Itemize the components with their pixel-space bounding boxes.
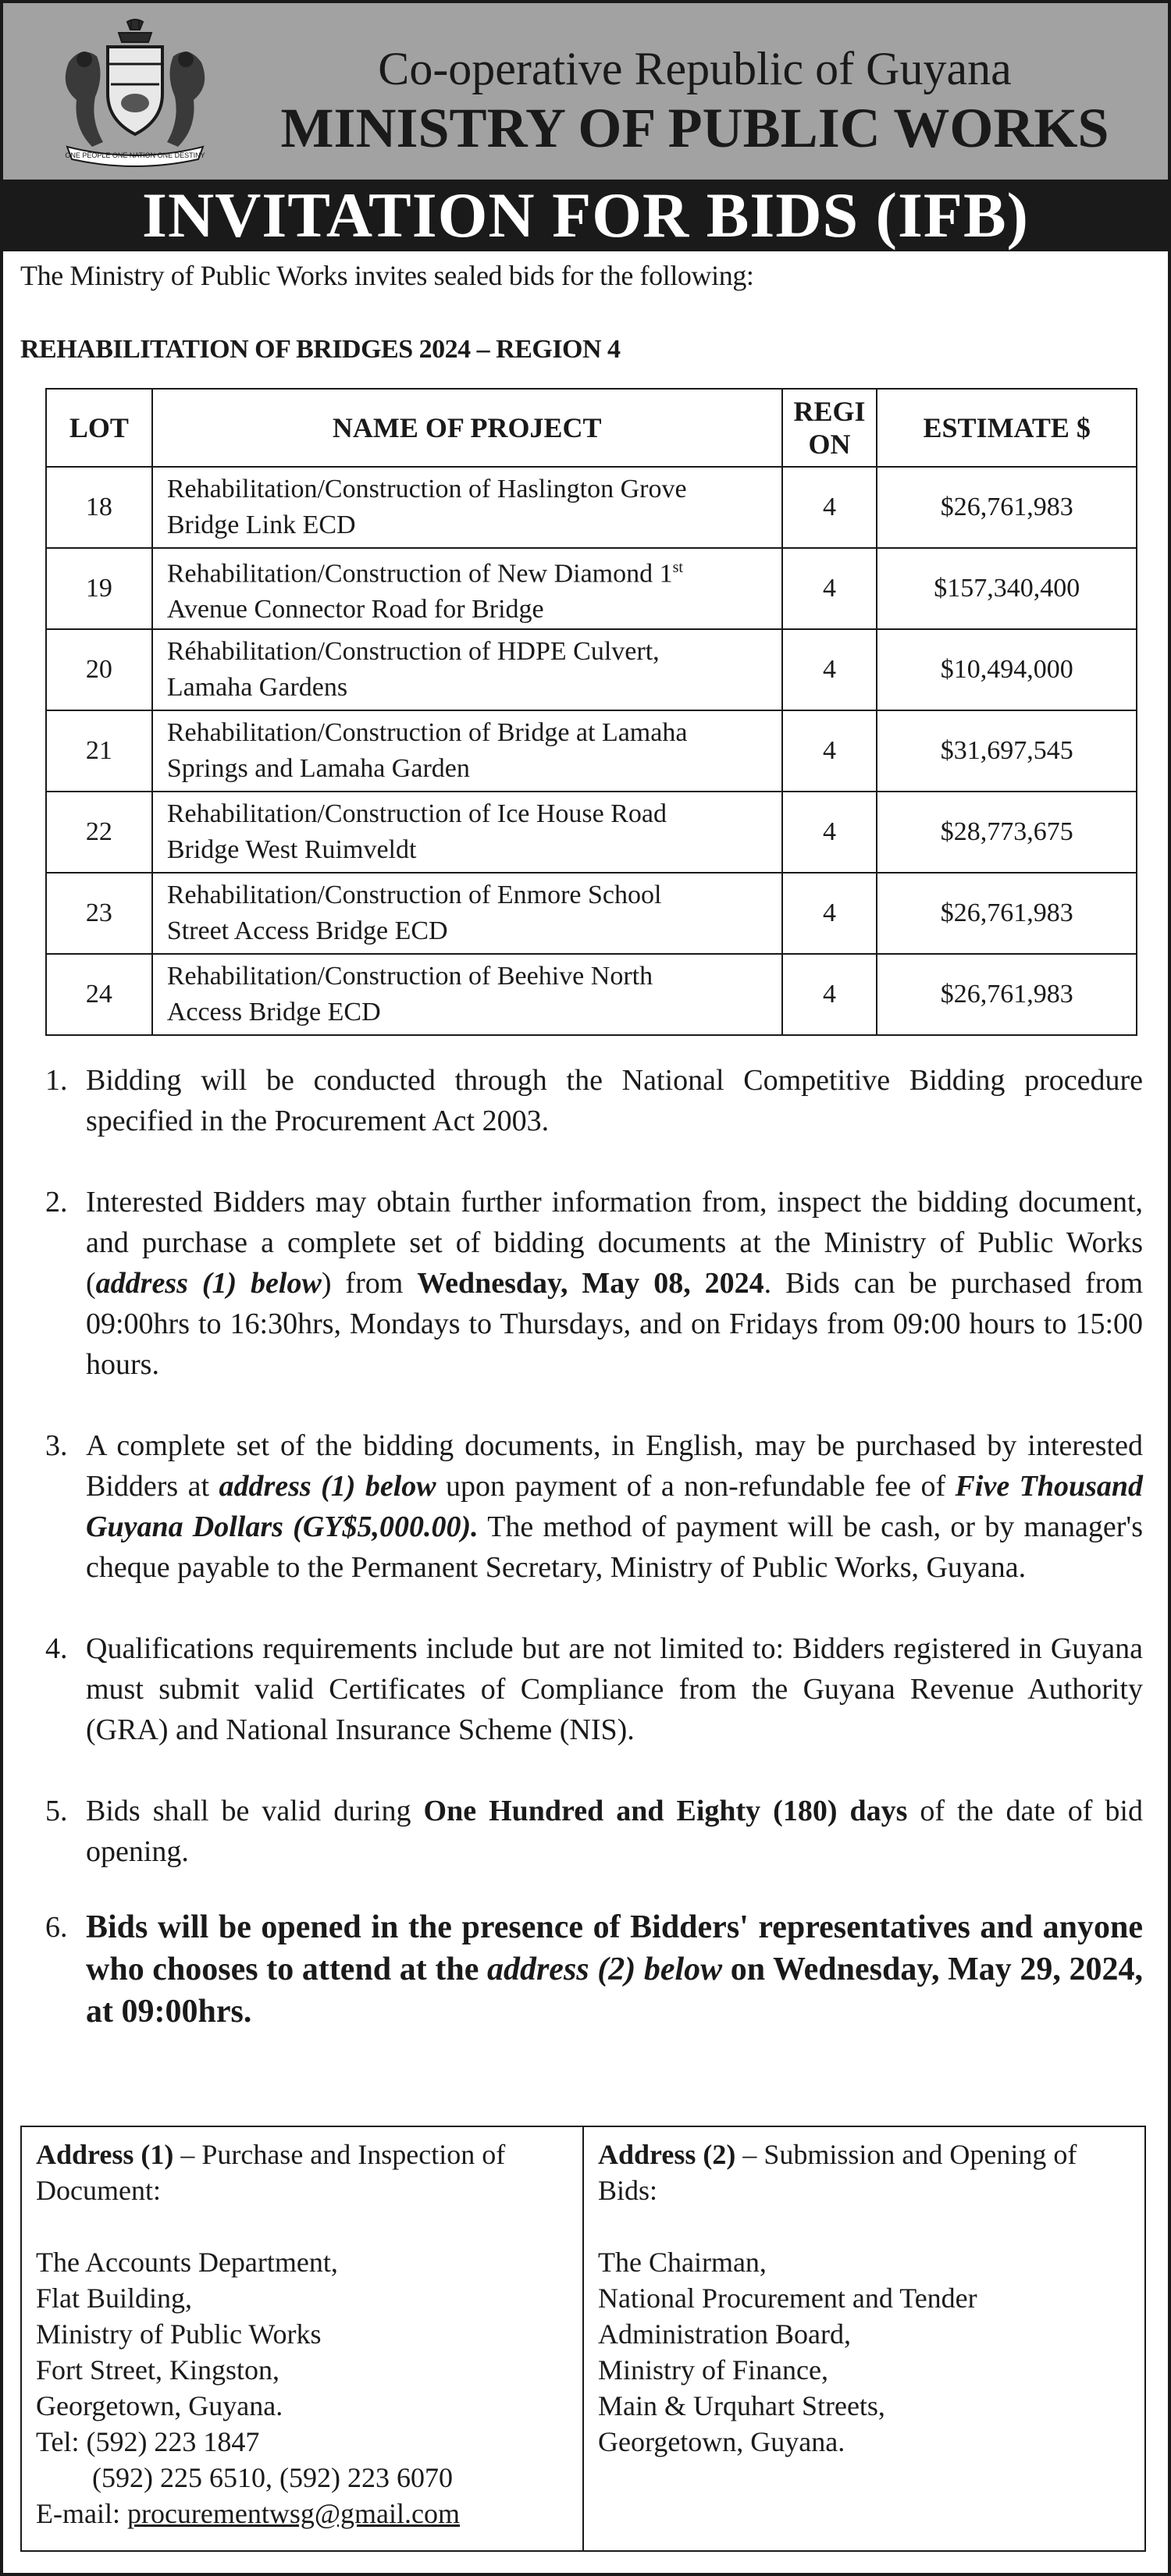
cell-region: 4 bbox=[782, 710, 877, 792]
table-row bbox=[46, 954, 1137, 1035]
table-row bbox=[46, 467, 1137, 548]
telephone-alt: (592) 225 6510, (592) 223 6070 bbox=[92, 2462, 453, 2493]
cell-project: Rehabilitation/Construction of New Diamond 1st Avenue Connector Road for Bridge bbox=[152, 548, 782, 629]
crest-motto: ONE PEOPLE ONE NATION ONE DESTINY bbox=[65, 151, 205, 159]
cell-lot: 23 bbox=[46, 873, 152, 954]
intro-text: The Ministry of Public Works invites sealed bids for the following: bbox=[20, 260, 754, 291]
cell-region: 4 bbox=[782, 873, 877, 954]
table-row bbox=[46, 548, 1137, 629]
cell-lot: 20 bbox=[46, 629, 152, 710]
cell-region: 4 bbox=[782, 792, 877, 873]
list-item: 6. Bids will be opened in the presence of Bidders' representatives and anyone who chooses to attend at the address (2) below on Wednesday, May 29, 2024, at 09:00hrs. bbox=[45, 1909, 1143, 2030]
cell-project: Rehabilitation/Construction of Beehive North Access Bridge ECD bbox=[152, 954, 782, 1035]
table-row bbox=[46, 629, 1137, 710]
cell-lot: 24 bbox=[46, 954, 152, 1035]
table-row bbox=[46, 792, 1137, 873]
header-name: NAME OF PROJECT bbox=[152, 389, 782, 467]
cell-estimate: $26,761,983 bbox=[877, 954, 1137, 1035]
address-1: Address (1) – Purchase and Inspection of Document: The Accounts Department, Flat Building, Ministry of Public Works Fort Street, Kingston, Georgetown, Guyana. Tel: (592) 223 1847 (592) 225 6510, (592) 223 6070 E-mail: procurementwsg@gmail.com bbox=[22, 2127, 584, 2550]
list-item: 1. Bidding will be conducted through the National Competitive Bidding procedure specified in the Procurement Act 2003. bbox=[45, 1064, 1143, 1137]
header bbox=[3, 3, 1168, 180]
header-estimate: ESTIMATE $ bbox=[877, 389, 1137, 467]
email-link[interactable]: procurementwsg@gmail.com bbox=[126, 2498, 461, 2529]
header-region: REGI ON bbox=[782, 389, 877, 467]
cell-estimate: $26,761,983 bbox=[877, 467, 1137, 548]
header-lot: LOT bbox=[46, 389, 152, 467]
list-item: 4. Qualifications requirements include but are not limited to: Bidders registered in Guyana must submit valid Certificates of Compliance from the Guyana Revenue Authority (GRA) and National Insurance Scheme (NIS). bbox=[45, 1632, 1143, 1746]
cell-estimate: $157,340,400 bbox=[877, 548, 1137, 629]
cell-lot: 19 bbox=[46, 548, 152, 629]
cell-project: Rehabilitation/Construction of Enmore School Street Access Bridge ECD bbox=[152, 873, 782, 954]
cell-region: 4 bbox=[782, 548, 877, 629]
cell-region: 4 bbox=[782, 467, 877, 548]
table-header-row bbox=[46, 389, 1137, 467]
banner-title: INVITATION FOR BIDS (IFB) bbox=[3, 180, 1168, 251]
cell-project: Rehabilitation/Construction of Haslington Grove Bridge Link ECD bbox=[152, 467, 782, 548]
cell-project: Rehabilitation/Construction of Bridge at Lamaha Springs and Lamaha Garden bbox=[152, 710, 782, 792]
list-item: 5. Bids shall be valid during One Hundred and Eighty (180) days of the date of bid opening. bbox=[45, 1795, 1143, 1868]
cell-project: Réhabilitation/Construction of HDPE Culvert, Lamaha Gardens bbox=[152, 629, 782, 710]
address-2: Address (2) – Submission and Opening of Bids: The Chairman, National Procurement and Tender Administration Board, Ministry of Finance, Main & Urquhart Streets, Georgetown, Guyana. bbox=[598, 2139, 1077, 2457]
cell-estimate: $28,773,675 bbox=[877, 792, 1137, 873]
telephone: Tel: (592) 223 1847 bbox=[36, 2426, 260, 2457]
cell-lot: 18 bbox=[46, 467, 152, 548]
country-name: Co-operative Republic of Guyana bbox=[378, 43, 1012, 94]
address-box bbox=[20, 2126, 1146, 2552]
cell-lot: 21 bbox=[46, 710, 152, 792]
ministry-name: MINISTRY OF PUBLIC WORKS bbox=[280, 97, 1109, 159]
table-row bbox=[46, 873, 1137, 954]
cell-estimate: $10,494,000 bbox=[877, 629, 1137, 710]
lots-table bbox=[45, 388, 1137, 1036]
cell-region: 4 bbox=[782, 629, 877, 710]
coat-of-arms-icon bbox=[53, 16, 217, 172]
cell-estimate: $31,697,545 bbox=[877, 710, 1137, 792]
section-subtitle: REHABILITATION OF BRIDGES 2024 – REGION 4 bbox=[20, 335, 621, 364]
cell-estimate: $26,761,983 bbox=[877, 873, 1137, 954]
list-item: 2. Interested Bidders may obtain further information from, inspect the bidding document, and purchase a complete set of bidding documents at the Ministry of Public Works (address (1) below) from Wednesday, May 08, 2024. Bids can be purchased from 09:00hrs to 16:30hrs, Mondays to Thursdays, and on Fridays from 09:00 hours to 15:00 hours. bbox=[45, 1186, 1143, 1381]
conditions-list bbox=[45, 1060, 1143, 2033]
cell-region: 4 bbox=[782, 954, 877, 1035]
list-item: 3. A complete set of the bidding documents, in English, may be purchased by interested Bidders at address (1) below upon payment of a non-refundable fee of Five Thousand Guyana Dollars (GY$5,000.00). The method of payment will be cash, or by manager's cheque payable to the Permanent Secretary, Ministry of Public Works, Guyana. bbox=[45, 1429, 1144, 1584]
cell-lot: 22 bbox=[46, 792, 152, 873]
table-row bbox=[46, 710, 1137, 792]
cell-project: Rehabilitation/Construction of Ice House Road Bridge West Ruimveldt bbox=[152, 792, 782, 873]
